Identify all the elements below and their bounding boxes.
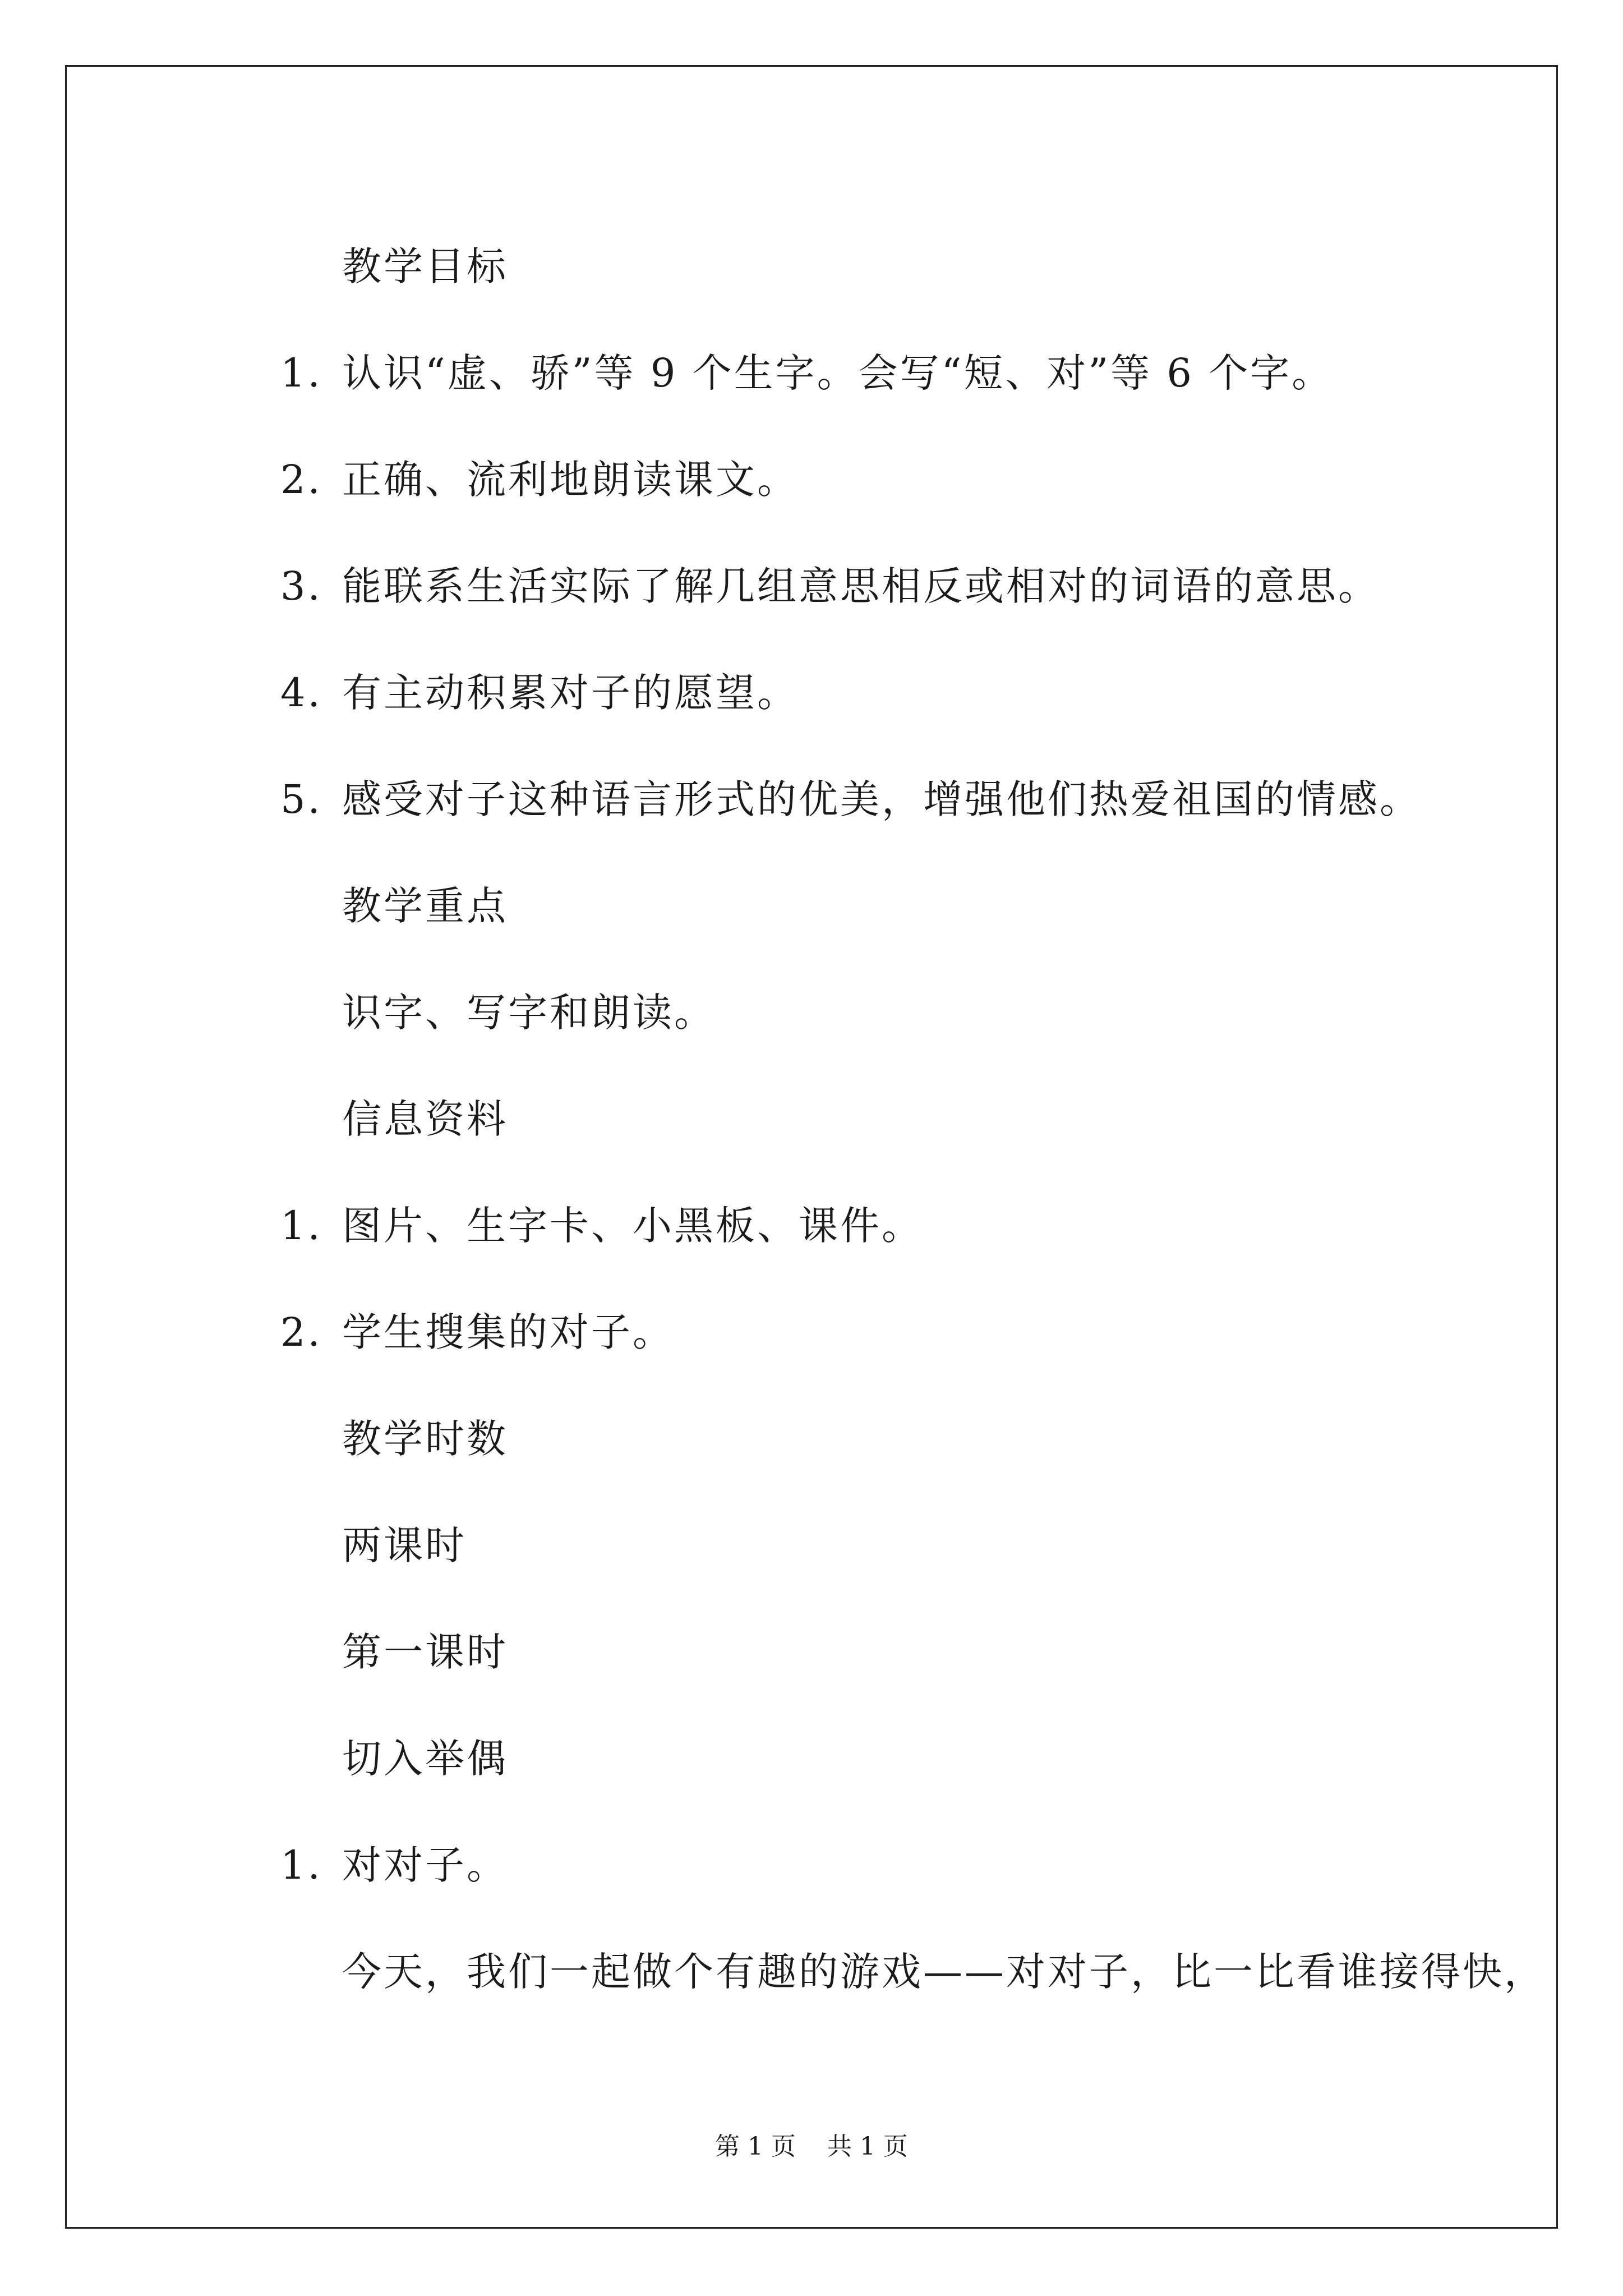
step-item: [280, 1812, 1486, 1918]
line-text: 识字、写字和朗读。: [342, 990, 716, 1036]
page-footer: 第 1 页 共 1 页: [715, 2132, 908, 2161]
heading-introduction: [280, 1705, 1486, 1812]
line-text: 有主动积累对子的愿望。: [342, 670, 799, 716]
line-text: 能联系生活实际了解几组意思相反或相对的词语的意思。: [342, 563, 1380, 609]
paragraph: [280, 959, 1486, 1066]
line-text: 切入举偶: [342, 1736, 508, 1782]
material-item: [280, 1172, 1486, 1279]
paragraph: [280, 1492, 1486, 1599]
goal-item: [280, 746, 1486, 853]
line-text: 对对子。: [342, 1842, 508, 1888]
line-text: 第一课时: [342, 1629, 508, 1675]
goal-item: [280, 426, 1486, 533]
heading-class-hours: [280, 1386, 1486, 1492]
paragraph: [280, 1918, 1546, 2025]
line-number: 1.: [280, 350, 322, 396]
line-text: 教学重点: [342, 883, 508, 929]
line-number: 2.: [280, 1309, 322, 1355]
heading-materials: [280, 1066, 1486, 1172]
material-item: [280, 1279, 1486, 1386]
line-number: 3.: [280, 563, 322, 609]
line-number: 1.: [280, 1842, 322, 1888]
line-text: 正确、流利地朗读课文。: [342, 457, 799, 503]
line-text: 教学时数: [342, 1416, 508, 1462]
line-text: 两课时: [342, 1522, 467, 1568]
heading-teaching-goals: [280, 213, 1486, 320]
line-text: 学生搜集的对子。: [342, 1309, 674, 1355]
line-number: 5.: [280, 776, 322, 822]
line-number: 1.: [280, 1203, 322, 1249]
goal-item: [280, 533, 1486, 639]
line-text: 教学目标: [342, 243, 508, 289]
line-text: 认识“虚、骄”等 9 个生字。会写“短、对”等 6 个字。: [342, 350, 1334, 396]
document-body: [280, 213, 1546, 2025]
heading-key-points: [280, 853, 1486, 959]
line-number: 2.: [280, 457, 322, 503]
line-number: 4.: [280, 670, 322, 716]
line-text: 今天，我们一起做个有趣的游戏——对对子，比一比看谁接得快，: [342, 1949, 1546, 1995]
heading-first-lesson: [280, 1599, 1486, 1705]
line-text: 信息资料: [342, 1096, 508, 1142]
goal-item: [280, 639, 1486, 746]
goal-item: [280, 320, 1486, 426]
line-text: 感受对子这种语言形式的优美，增强他们热爱祖国的情感。: [342, 776, 1421, 822]
line-text: 图片、生字卡、小黑板、课件。: [342, 1203, 923, 1249]
